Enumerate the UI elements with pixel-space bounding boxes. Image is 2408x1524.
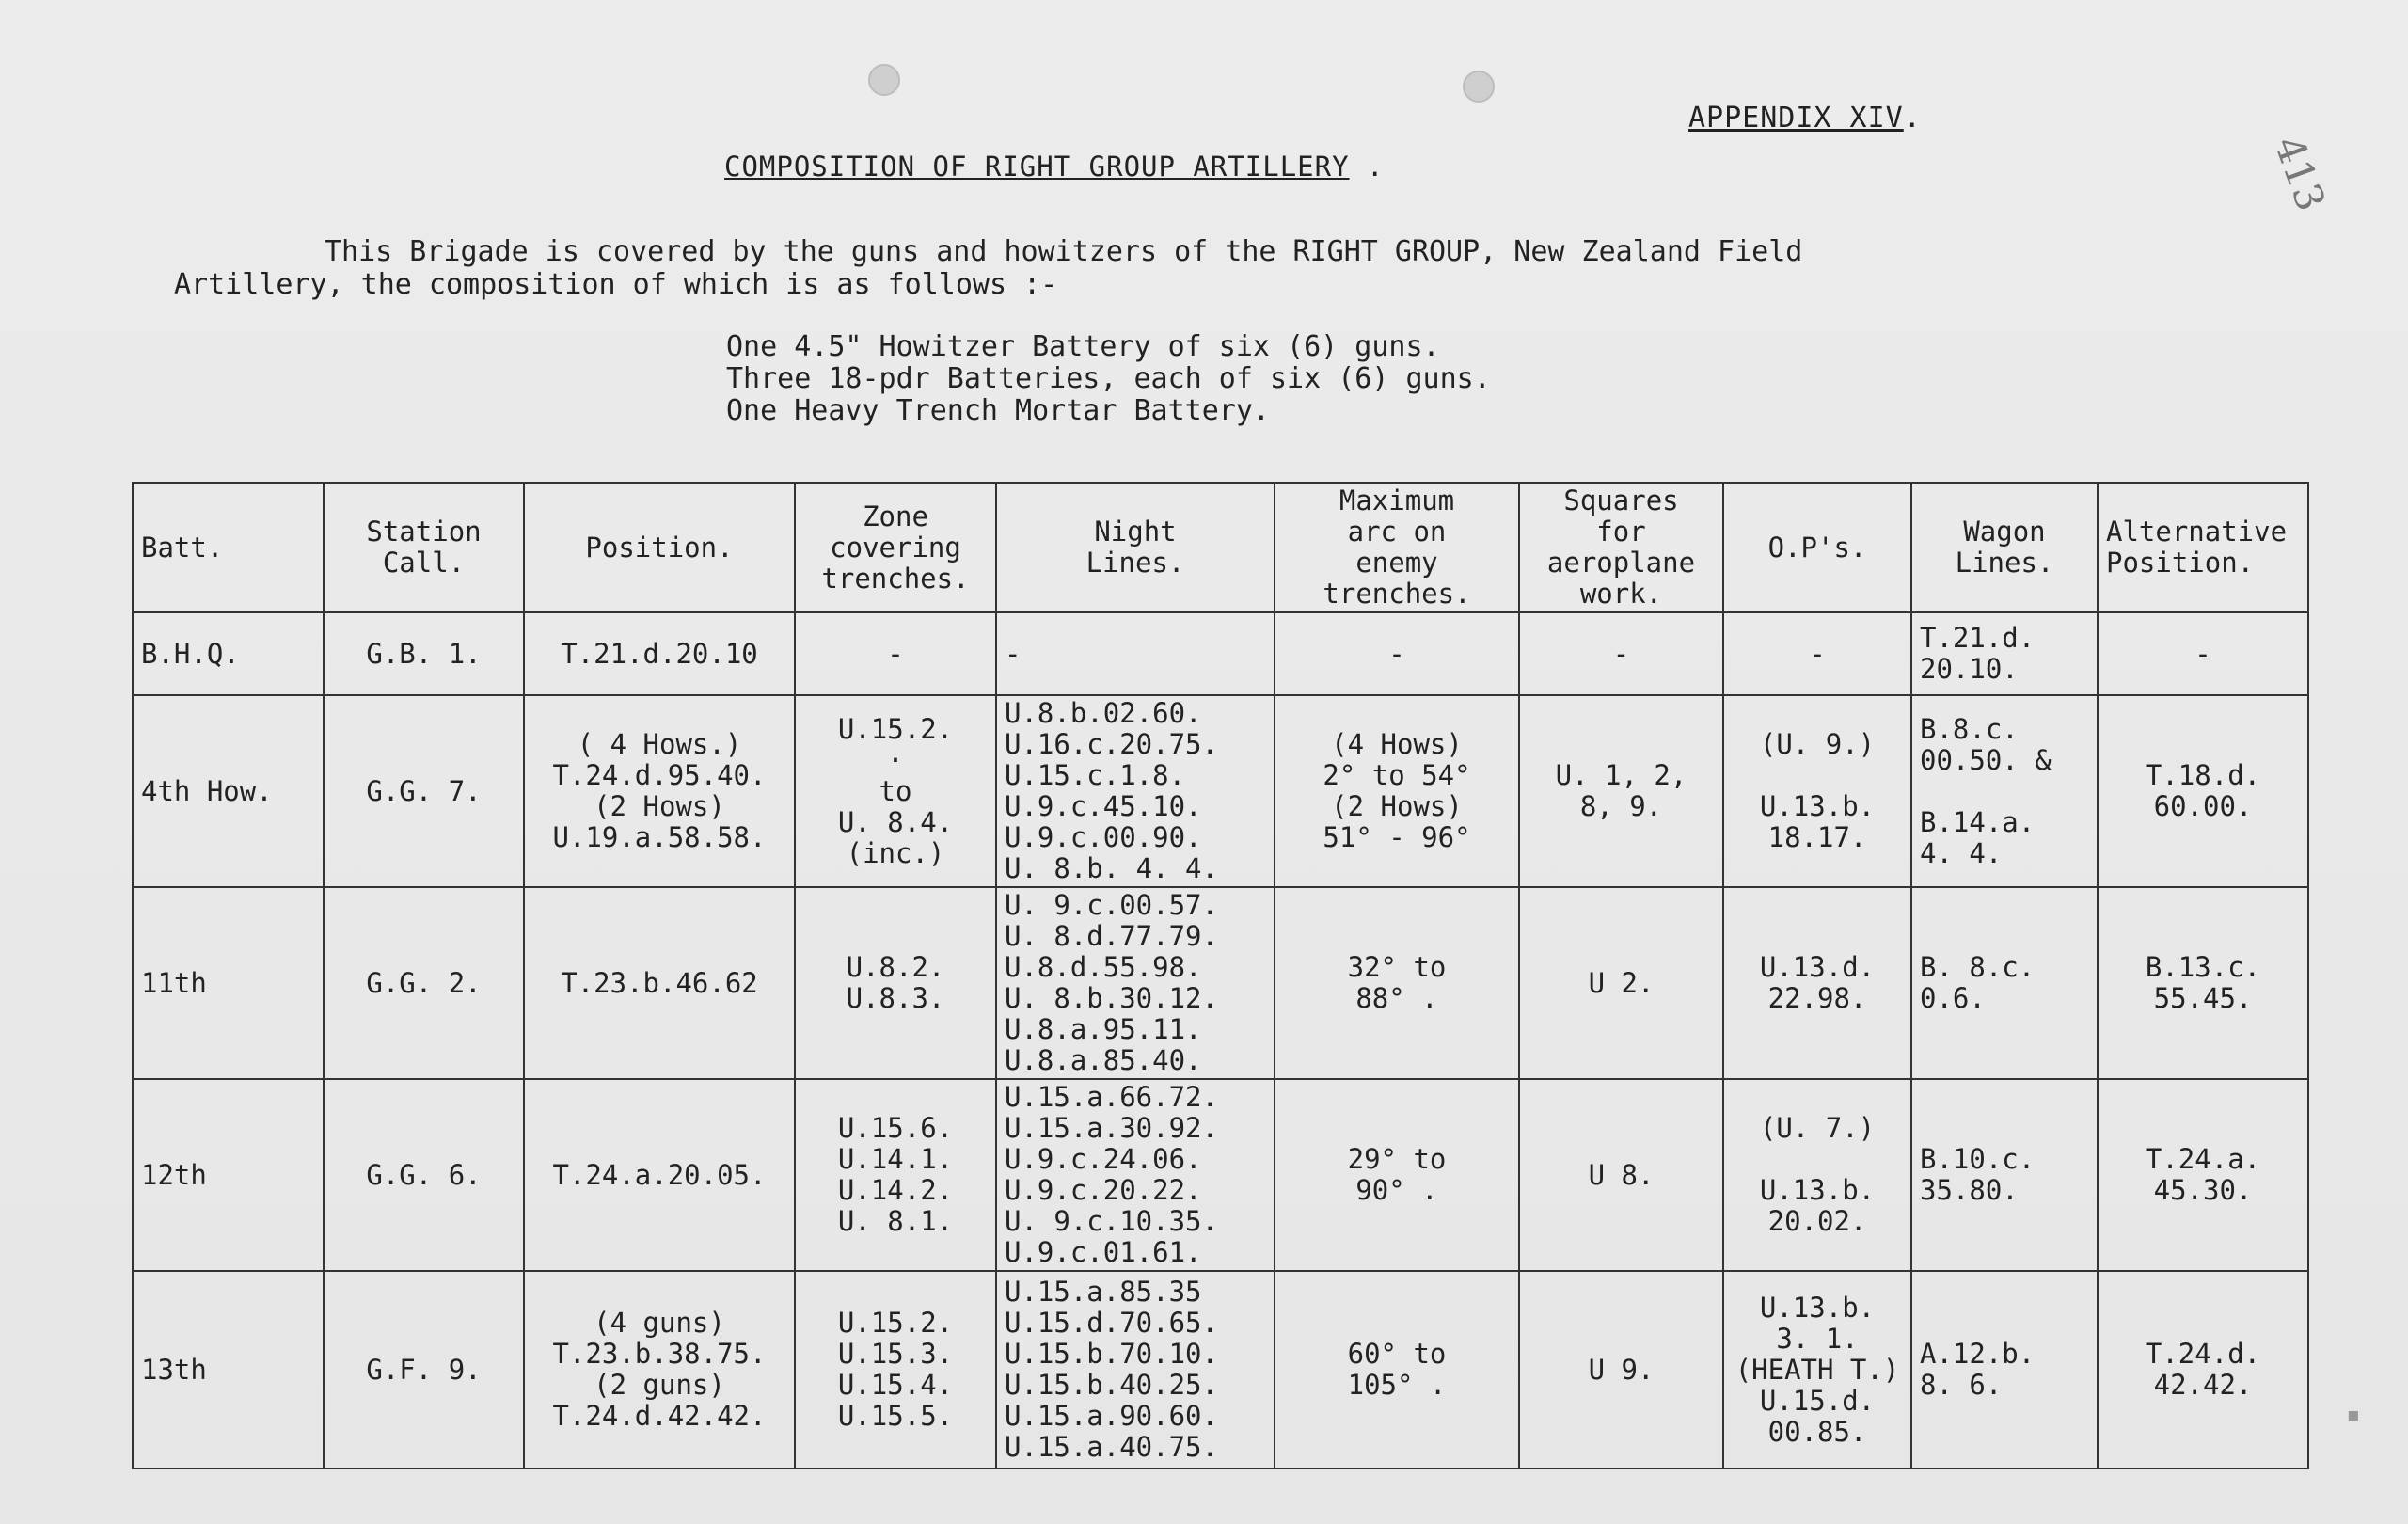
cell-text: T.23.b.38.75. [552,1338,767,1370]
cell-text: ( 4 Hows.) [577,728,742,760]
cell-text [1732,1144,1903,1175]
cell-text: U. 1, 2, [1555,759,1687,791]
cell-text: (2 Hows) [594,790,725,822]
cell-text: B.8.c. [1920,712,2019,745]
table-cell-maximum-arc [1275,1079,1519,1271]
table-cell-position [524,1271,795,1468]
table-cell-zone-covering-trenches [795,695,996,887]
table-cell-position [524,695,795,887]
cell-text: B.14.a. [1920,805,2036,838]
column-header-aeroplane-squares [1519,483,1723,612]
battery-list [726,331,1491,427]
cell-text: U.9.c.01.61. [1005,1236,1202,1268]
cell-text: T.24.d.95.40. [552,759,767,791]
table-cell-zone-covering-trenches [795,1079,996,1271]
table-cell-alternative-position [2098,612,2308,695]
table-cell-batt [133,887,324,1079]
cell-text: 3. 1. [1776,1322,1859,1355]
table-cell-wagon-lines [1911,1271,2098,1468]
cell-text: 8, 9. [1579,790,1663,822]
cell-text: T.23.b.46.62 [561,966,758,999]
punch-hole-right [1463,71,1495,103]
cell-text: U.15.2. [837,1307,954,1339]
header-text: Night [1094,516,1177,548]
table-cell-position [524,887,795,1079]
cell-text: U.8.a.85.40. [1005,1044,1202,1076]
cell-text: B.13.c. [2145,951,2261,983]
cell-text: U.9.c.00.90. [1005,821,1202,853]
cell-text: U.13.b. [1759,790,1876,822]
column-header-night-lines [996,483,1275,612]
table-cell-wagon-lines [1911,695,2098,887]
header-text: Station [366,516,482,548]
cell-text: (inc.) [846,836,945,869]
appendix-heading: APPENDIX XIV. [1688,102,1922,135]
cell-text: 55.45. [2153,982,2253,1014]
cell-text: - [2194,637,2211,670]
cell-text: U 2. [1588,966,1655,999]
cell-text: (HEATH T.) [1735,1353,1900,1386]
cell-text: T.24.d.42.42. [552,1400,767,1432]
table-cell-aeroplane-squares [1519,612,1723,695]
table-cell-station-call [324,1271,524,1468]
cell-text: 8. 6. [1920,1369,2003,1401]
table-cell-aeroplane-squares [1519,695,1723,887]
cell-text: U.9.c.45.10. [1005,790,1202,822]
table-cell-ops [1723,1079,1911,1271]
table-cell-maximum-arc [1275,887,1519,1079]
battery-list-item: One Heavy Trench Mortar Battery. [726,394,1270,427]
table-cell-wagon-lines [1911,887,2098,1079]
cell-text: 60.00. [2153,790,2253,822]
column-header-alternative-position [2098,483,2308,612]
page-title: COMPOSITION OF RIGHT GROUP ARTILLERY . [724,151,1385,183]
cell-text: 88° . [1355,982,1438,1014]
cell-text: (2 guns) [594,1369,725,1401]
table-cell-maximum-arc [1275,1271,1519,1468]
header-text: covering [830,531,961,564]
table-cell-maximum-arc [1275,695,1519,887]
cell-text: U 9. [1588,1353,1655,1386]
column-header-zone-covering-trenches [795,483,996,612]
cell-text: U.15.a.66.72. [1005,1081,1218,1113]
cell-text: 4. 4. [1920,836,2003,869]
cell-text: U.15.5. [837,1400,954,1432]
cell-text: 22.98. [1767,982,1867,1014]
table-cell-position [524,612,795,695]
header-text: Position. [585,531,734,564]
table-cell-ops [1723,612,1911,695]
cell-text: U.8.b.02.60. [1005,697,1202,729]
table-row [133,695,2308,887]
table-cell-alternative-position [2098,1271,2308,1468]
cell-text: 13th [141,1353,207,1386]
table-cell-alternative-position [2098,887,2308,1079]
cell-text: T.24.d. [2145,1338,2261,1370]
cell-text: U.14.1. [837,1143,954,1175]
table-cell-batt [133,1271,324,1468]
table-cell-alternative-position [2098,1079,2308,1271]
table-cell-aeroplane-squares [1519,1079,1723,1271]
table-cell-night-lines [996,695,1275,887]
cell-text: A.12.b. [1920,1338,2036,1370]
cell-text: 90° . [1355,1174,1438,1206]
header-text: Wagon [1963,516,2046,548]
column-header-ops [1723,483,1911,612]
cell-text: (4 Hows) [1331,728,1463,760]
column-header-batt [133,483,324,612]
cell-text: T.24.a. [2145,1143,2261,1175]
cell-text: 29° to [1347,1143,1447,1175]
cell-text: T.24.a.20.05. [552,1158,767,1191]
cell-text: U. 9.c.00.57. [1005,889,1218,921]
table-cell-night-lines [996,612,1275,695]
cell-text: U.15.6. [837,1112,954,1144]
header-text: trenches. [821,562,970,595]
cell-text: G.G. 7. [366,774,482,807]
cell-text: 35.80. [1920,1174,2019,1206]
cell-text: T.18.d. [2145,759,2261,791]
table-cell-night-lines [996,1079,1275,1271]
table-cell-maximum-arc [1275,612,1519,695]
cell-text: G.G. 6. [366,1158,482,1191]
cell-text: U.15.2. [837,712,954,745]
header-text: trenches. [1323,578,1471,610]
table-cell-alternative-position [2098,695,2308,887]
handwritten-folio-number: 413 [2265,130,2335,217]
table-cell-ops [1723,887,1911,1079]
table-cell-batt [133,695,324,887]
cell-text: (2 Hows) [1331,790,1463,822]
battery-list-item: Three 18-pdr Batteries, each of six (6) guns. [726,362,1491,395]
cell-text: U.15.c.1.8. [1005,759,1186,791]
intro-line-1: This Brigade is covered by the guns and howitzers of the RIGHT GROUP, New Zealand Field [325,235,1803,268]
cell-text: B. 8.c. [1920,951,2036,983]
header-text: Lines. [1955,547,2054,579]
cell-text: · [887,743,904,776]
table-cell-station-call [324,887,524,1079]
header-text: Batt. [141,531,224,564]
cell-text: B.H.Q. [141,637,240,670]
column-header-wagon-lines [1911,483,2098,612]
cell-text: 20.02. [1767,1205,1867,1237]
cell-text [1732,760,1903,791]
cell-text: U. 8.d.77.79. [1005,920,1218,952]
cell-text: U.19.a.58.58. [552,821,767,853]
column-header-station-call [324,483,524,612]
table-cell-station-call [324,612,524,695]
header-text: Alternative [2106,516,2288,548]
table-cell-ops [1723,1271,1911,1468]
table-row [133,612,2308,695]
table-cell-station-call [324,695,524,887]
cell-text: U.13.b. [1759,1174,1876,1206]
header-text: enemy [1355,547,1438,579]
cell-text: B.10.c. [1920,1143,2036,1175]
cell-text: U.8.a.95.11. [1005,1013,1202,1045]
battery-list-item: One 4.5" Howitzer Battery of six (6) guns. [726,330,1440,363]
table-cell-batt [133,1079,324,1271]
column-header-position [524,483,795,612]
header-text: Call. [382,547,466,579]
table-cell-zone-covering-trenches [795,1271,996,1468]
table-cell-aeroplane-squares [1519,1271,1723,1468]
header-text: Zone [863,500,928,532]
table-cell-batt [133,612,324,695]
cell-text: 60° to [1347,1338,1447,1370]
table-cell-wagon-lines [1911,612,2098,695]
cell-text: U.8.2. [846,951,945,983]
cell-text: (4 guns) [594,1307,725,1339]
header-text: O.P's. [1767,531,1867,564]
table-row [133,1079,2308,1271]
header-text: work. [1579,578,1663,610]
artillery-table [132,482,2309,1469]
cell-text: 12th [141,1158,207,1191]
cell-text: U.15.4. [837,1369,954,1401]
column-header-maximum-arc [1275,483,1519,612]
header-text: Squares [1563,484,1679,516]
intro-line-2: Artillery, the composition of which is as follows :- [174,268,1058,301]
cell-text: U.8.3. [846,982,945,1014]
cell-text: 0.6. [1920,982,1986,1014]
cell-text: - [887,637,904,670]
table-row [133,887,2308,1079]
cell-text: 00.85. [1767,1415,1867,1448]
cell-text: (U. 7.) [1759,1112,1876,1144]
cell-text: U. 8.1. [837,1205,954,1237]
cell-text: 20.10. [1920,653,2019,685]
cell-text: G.F. 9. [366,1353,482,1386]
cell-text: G.B. 1. [366,637,482,670]
cell-text: U.15.b.70.10. [1005,1338,1218,1370]
cell-text: - [1809,637,1826,670]
cell-text: U.15.d.70.65. [1005,1307,1218,1339]
cell-text: U.15.a.85.35 [1005,1276,1202,1308]
cell-text: 42.42. [2153,1369,2253,1401]
table-cell-aeroplane-squares [1519,887,1723,1079]
cell-text: U.15.a.40.75. [1005,1431,1218,1463]
cell-text: U. 9.c.10.35. [1005,1205,1218,1237]
table-cell-wagon-lines [1911,1079,2098,1271]
header-text: Position. [2106,547,2255,579]
cell-text: T.21.d.20.10 [561,637,758,670]
table-cell-ops [1723,695,1911,887]
table-cell-zone-covering-trenches [795,612,996,695]
cell-text: U. 8.b.30.12. [1005,982,1218,1014]
header-text: Maximum [1339,484,1455,516]
cell-text: U 8. [1588,1158,1655,1191]
intro-paragraph [174,235,2018,301]
margin-mark: ▪ [2339,1408,2368,1423]
header-text: for [1596,516,1646,548]
header-text: Lines. [1085,547,1185,579]
cell-text: 105° . [1347,1369,1447,1401]
cell-text: 45.30. [2153,1174,2253,1206]
cell-text: U.16.c.20.75. [1005,728,1218,760]
cell-text: 11th [141,966,207,999]
cell-text: U.13.b. [1759,1291,1876,1324]
cell-text: 18.17. [1767,821,1867,853]
table-header-row [133,483,2308,612]
cell-text: U.9.c.24.06. [1005,1143,1202,1175]
cell-text: U. 8.4. [837,805,954,838]
table-cell-station-call [324,1079,524,1271]
punch-hole-left [868,64,900,96]
cell-text: 51° - 96° [1323,821,1471,853]
cell-text: U.15.a.30.92. [1005,1112,1218,1144]
cell-text [1920,776,2089,807]
table-cell-night-lines [996,1271,1275,1468]
cell-text: 00.50. & [1920,743,2052,776]
cell-text: - [1612,637,1630,670]
table-cell-night-lines [996,887,1275,1079]
cell-text: - [1388,637,1405,670]
table-cell-position [524,1079,795,1271]
cell-text: (U. 9.) [1759,728,1876,760]
cell-text: U. 8.b. 4. 4. [1005,852,1218,884]
cell-text: U.13.d. [1759,951,1876,983]
cell-text: T.21.d. [1920,622,2036,654]
cell-text: G.G. 2. [366,966,482,999]
header-text: aeroplane [1546,547,1696,579]
cell-text: U.15.a.90.60. [1005,1400,1218,1432]
cell-text: - [1005,637,1022,670]
cell-text: 4th How. [141,774,273,807]
cell-text: U.15.b.40.25. [1005,1369,1218,1401]
header-text: arc on [1347,516,1447,548]
cell-text: 2° to 54° [1323,759,1471,791]
cell-text: U.15.d. [1759,1384,1876,1417]
cell-text: U.15.3. [837,1338,954,1370]
table-cell-zone-covering-trenches [795,887,996,1079]
cell-text: U.9.c.20.22. [1005,1174,1202,1206]
cell-text: to [879,774,912,807]
cell-text: U.8.d.55.98. [1005,951,1202,983]
cell-text: 32° to [1347,951,1447,983]
cell-text: U.14.2. [837,1174,954,1206]
table-row [133,1271,2308,1468]
